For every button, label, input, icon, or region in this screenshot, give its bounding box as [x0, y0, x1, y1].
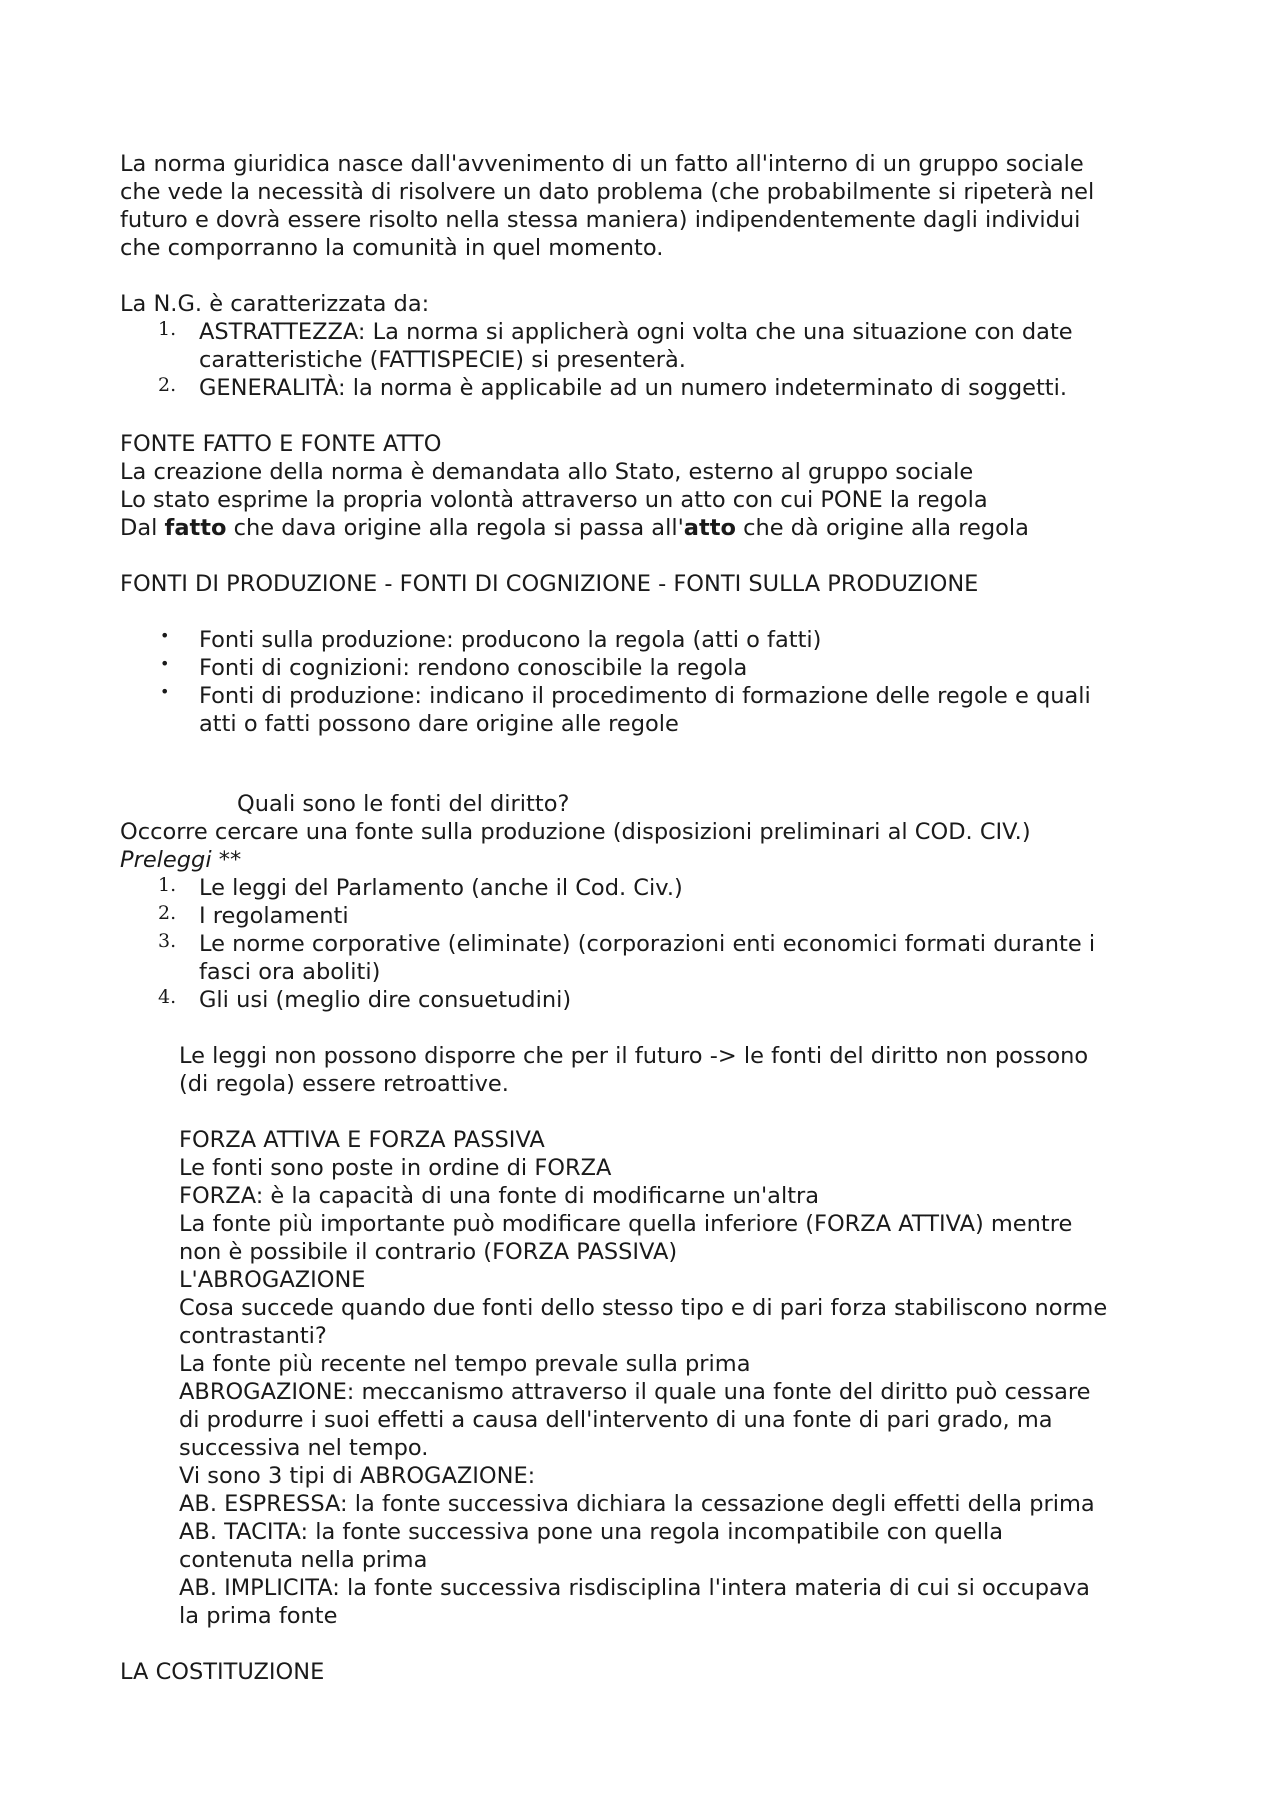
section-title: FONTE FATTO E FONTE ATTO [120, 431, 442, 457]
text-span: che dava origine alla regola si passa all' [226, 515, 684, 541]
text-line: La fonte più importante può modificare quella inferiore (FORZA ATTIVA) mentre [179, 1211, 1073, 1237]
text-line: fasci ora aboliti) [199, 959, 381, 985]
text-line: futuro e dovrà essere risolto nella stessa maniera) indipendentemente dagli individui [120, 207, 1081, 233]
bullet-item [120, 626, 1180, 654]
fonte-section [120, 430, 1180, 542]
text-line: Le norme corporative (eliminate) (corporazioni enti economici formati durante i [199, 931, 1096, 957]
text-line: Lo stato esprime la propria volontà attraverso un atto con cui PONE la regola [120, 487, 988, 513]
section-title: FONTI DI PRODUZIONE - FONTI DI COGNIZIONE - FONTI SULLA PRODUZIONE [120, 571, 979, 597]
diritto-section [120, 790, 1180, 1014]
ng-section [120, 290, 1180, 402]
forza-section [120, 1126, 1180, 1630]
bold-word: fatto [164, 515, 227, 541]
text-line: Fonti sulla produzione: producono la regola (atti o fatti) [199, 627, 822, 653]
bullet-icon: • [160, 654, 170, 673]
italic-word: Preleggi [120, 847, 212, 873]
fonti-section [120, 570, 1180, 738]
text-line: successiva nel tempo. [179, 1435, 429, 1461]
list-item [120, 318, 1180, 374]
text-span: ** [211, 847, 242, 873]
section-title: FORZA ATTIVA E FORZA PASSIVA [179, 1127, 545, 1153]
intro-paragraph [120, 150, 1180, 262]
question-line: Quali sono le fonti del diritto? [237, 791, 570, 817]
bullet-icon: • [160, 626, 170, 645]
list-number: 1. [158, 874, 177, 896]
text-line [120, 514, 1180, 542]
list-item [120, 874, 1180, 902]
text-line: Occorre cercare una fonte sulla produzione (disposizioni preliminari al COD. CIV.) [120, 819, 1031, 845]
list-number: 2. [158, 374, 177, 396]
text-line: Fonti di cognizioni: rendono conoscibile la regola [199, 655, 748, 681]
text-line: ASTRATTEZZA: La norma si applicherà ogni volta che una situazione con date [199, 319, 1073, 345]
section-title: LA COSTITUZIONE [120, 1659, 325, 1685]
text-line: AB. IMPLICITA: la fonte successiva risdisciplina l'intera materia di cui si occupava [179, 1575, 1090, 1601]
list-number: 3. [158, 930, 177, 952]
text-line: Le leggi non possono disporre che per il futuro -> le fonti del diritto non possono [179, 1043, 1089, 1069]
list-item [120, 986, 1180, 1014]
bullet-item [120, 682, 1180, 738]
document-page [120, 150, 1180, 1686]
bullet-icon: • [160, 682, 170, 701]
text-line: di produrre i suoi effetti a causa dell'intervento di una fonte di pari grado, ma [179, 1407, 1053, 1433]
section-title: L'ABROGAZIONE [179, 1267, 366, 1293]
text-line: non è possibile il contrario (FORZA PASSIVA) [179, 1239, 678, 1265]
text-line: Cosa succede quando due fonti dello stesso tipo e di pari forza stabiliscono norme [179, 1295, 1108, 1321]
text-line: Vi sono 3 tipi di ABROGAZIONE: [179, 1463, 536, 1489]
retroattivita-paragraph [120, 1042, 1180, 1098]
text-line: Gli usi (meglio dire consuetudini) [199, 987, 572, 1013]
text-line: che comporranno la comunità in quel momento. [120, 235, 664, 261]
text-line: Le fonti sono poste in ordine di FORZA [179, 1155, 612, 1181]
text-line: La creazione della norma è demandata allo Stato, esterno al gruppo sociale [120, 459, 974, 485]
text-line: la prima fonte [179, 1603, 338, 1629]
ng-heading: La N.G. è caratterizzata da: [120, 291, 430, 317]
list-number: 4. [158, 986, 177, 1008]
text-line: AB. ESPRESSA: la fonte successiva dichiara la cessazione degli effetti della prima [179, 1491, 1095, 1517]
text-line: che vede la necessità di risolvere un dato problema (che probabilmente si ripeterà nel [120, 179, 1095, 205]
text-line: contrastanti? [179, 1323, 327, 1349]
text-line: ABROGAZIONE: meccanismo attraverso il quale una fonte del diritto può cessare [179, 1379, 1091, 1405]
text-span: Dal [120, 515, 165, 541]
text-span: che dà origine alla regola [735, 515, 1029, 541]
list-item [120, 374, 1180, 402]
text-line: (di regola) essere retroattive. [179, 1071, 509, 1097]
list-item [120, 902, 1180, 930]
text-line: La fonte più recente nel tempo prevale sulla prima [179, 1351, 751, 1377]
text-line: contenuta nella prima [179, 1547, 428, 1573]
text-line: caratteristiche (FATTISPECIE) si presenterà. [199, 347, 686, 373]
text-line: GENERALITÀ: la norma è applicabile ad un numero indeterminato di soggetti. [199, 375, 1068, 401]
list-item [120, 930, 1180, 986]
list-number: 1. [158, 318, 177, 340]
text-line: FORZA: è la capacità di una fonte di modificarne un'altra [179, 1183, 820, 1209]
text-line: I regolamenti [199, 903, 349, 929]
text-line: AB. TACITA: la fonte successiva pone una regola incompatibile con quella [179, 1519, 1003, 1545]
text-line: atti o fatti possono dare origine alle regole [199, 711, 679, 737]
preleggi-line [120, 846, 1180, 874]
list-number: 2. [158, 902, 177, 924]
text-line: Fonti di produzione: indicano il procedimento di formazione delle regole e quali [199, 683, 1091, 709]
bullet-item [120, 654, 1180, 682]
text-line: La norma giuridica nasce dall'avvenimento di un fatto all'interno di un gruppo sociale [120, 151, 1084, 177]
bold-word: atto [683, 515, 736, 541]
text-line: Le leggi del Parlamento (anche il Cod. Civ.) [199, 875, 683, 901]
